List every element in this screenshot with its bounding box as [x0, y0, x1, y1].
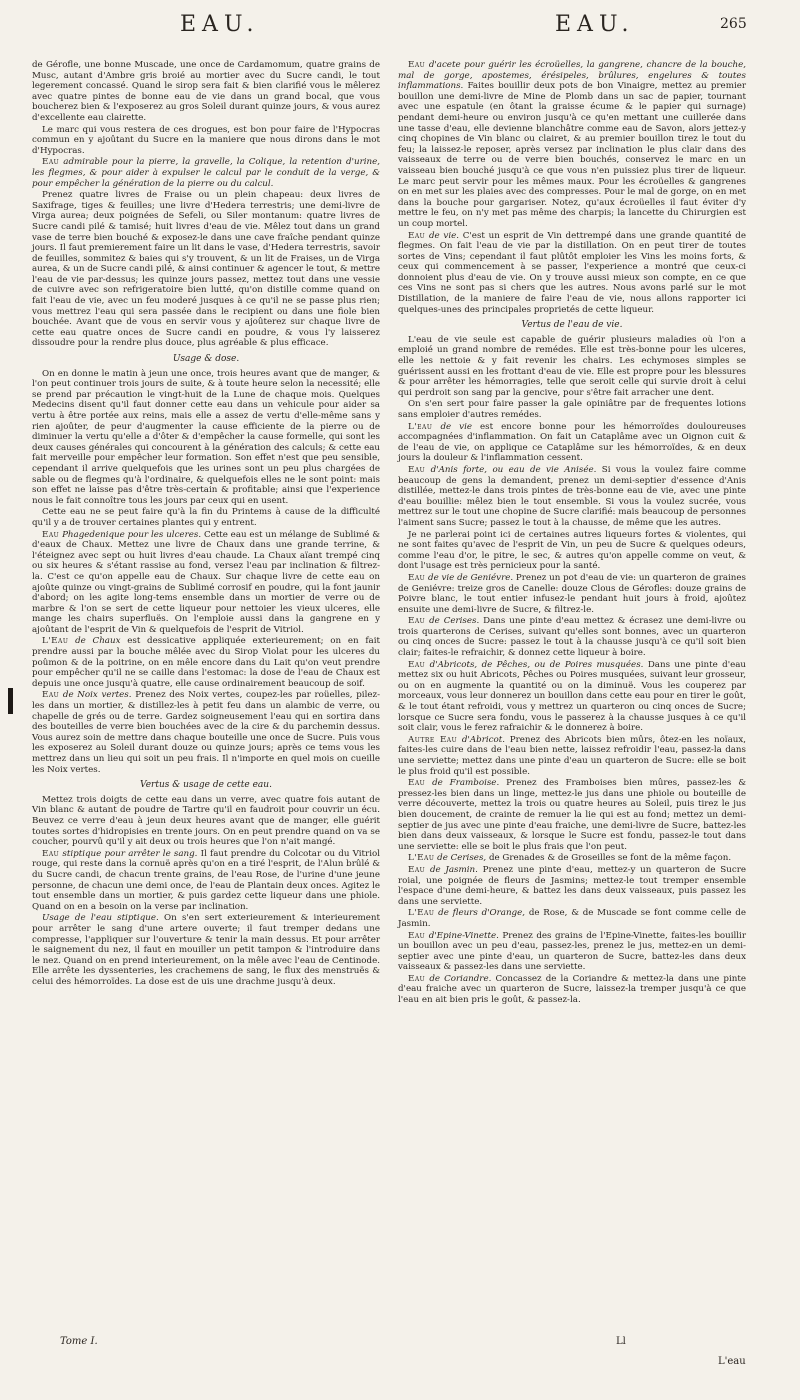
entry-paragraph: [398, 853, 746, 864]
entry-title: d'Epine-Vinette.: [428, 930, 499, 941]
body-paragraph: Cette eau ne se peut faire qu'à la fin du Printems à cause de la difficulté qu'il y a de trouver certaines plantes qui y entrent.: [32, 507, 380, 528]
page-number: 265: [720, 16, 747, 32]
entry-lead: L'Eau: [408, 908, 435, 919]
body-paragraph: Je ne parlerai point ici de certaines autres liqueurs fortes & violentes, qui ne sont faites qu'avec de l'esprit de Vin, un peu de Sucre & quelques odeurs, comme l'eau d'or, le pitre, le sec, & autres qu'on appelle comme on veut, & dont l'usage est très pernicieux pour la santé.: [398, 529, 746, 572]
entry-title: d'Abricots, de Pêches, ou de Poires musquées.: [429, 659, 644, 670]
body-paragraph: On s'en sert pour faire passer la gale opiniâtre par de frequentes lotions sans emploier d'autres remédes.: [398, 399, 746, 420]
entry-paragraph: [398, 778, 746, 852]
entry-paragraph: [398, 865, 746, 907]
entry-title: d'acete pour guérir les écroüelles, la gangrene, chancre de la bouche, mal de gorge, apostemes, érésipeles, brûlures, engelures & toutes inflammations.: [398, 60, 747, 92]
entry-paragraph: [32, 157, 380, 189]
entry-lead: L'Eau: [408, 853, 435, 864]
entry-text: de Rose, & de Muscade se font comme celle de Jasmin.: [398, 908, 746, 929]
entry-lead: Eau: [408, 778, 426, 789]
entry-lead: Eau: [408, 616, 426, 627]
entry-paragraph: [32, 913, 380, 987]
entry-text: est encore bonne pour les hémorroïdes douloureuses accompagnées d'inflammation. On fait un Cataplâme avec un Oignon cuit & de l'eau de vie, on applique ce Cataplâme sur les hémorroïdes, & en deux jours la douleur & l'inflammation cessent.: [398, 421, 746, 464]
entry-paragraph: [398, 231, 746, 316]
section-heading: Vertus de l'eau de vie.: [521, 320, 623, 331]
entry-paragraph: [398, 660, 746, 734]
entry-title: de Coriandre.: [429, 973, 492, 984]
entry-text: C'est un esprit de Vin dettrempé dans une grande quantité de flegmes. On fait l'eau de vie par la distillation. On en peut tirer de toutes sortes de Vins; cependant il faut plûtôt emploier les Vins les moins forts, & ceux qui commencement à se passer, l'experience a montré que ceux-ci donnoient plus d'eau de vie. On y trouve aussi mieux son compte, en ce que ces Vins ne sont pas si chers que les autres. Nous avons parlé sur le mot Distillation, de la maniere de faire l'eau de vie, nous allons rapporter ici quelques-unes des principales proprietés de cette liqueur.: [398, 230, 747, 315]
entry-text: Prenez des Abricots bien mûrs, ôtez-en les noïaux, faites-les cuire dans de l'eau bien nette, laissez refroidir l'eau, passez-la dans une serviette; mettez dans une pinte d'eau un quarteron de Sucre: elle se boit le plus froid qu'il est possible.: [398, 734, 747, 777]
entry-text: de Grenades & de Groseilles se font de la même façon.: [488, 853, 732, 864]
entry-title: de Cerises,: [437, 853, 487, 864]
section-heading: Vertus & usage de cette eau.: [140, 780, 272, 791]
entry-text: Dans une pinte d'eau mettez six ou huit Abricots, Pêches ou Poires musquées, suivant leur grosseur, ou on en augmente la quantité ou on la diminuë. Vous les couperez par morceaux, vous leur donnerez un bouillon dans cette eau pour en tirer le goût, & le tout étant refroidi, vous y mettrez un quarteron ou cinq onces de Sucre; lorsque ce Sucre sera fondu, vous le passerez à la chausse jusques à ce qu'il soit clair, vous le ferez rafraichir & le donnerez à boire.: [398, 659, 746, 734]
entry-text: Prenez des grains de l'Epine-Vinette, faites-les bouillir un bouillon avec un peu d'eau, passez-les, prenez le jus, mettez-en un demi-septier avec une pinte d'eau, un quarteron de Sucre, battez-les dans deux vaisseaux & passez-les dans une serviette.: [398, 930, 746, 973]
margin-ink-mark: [8, 688, 13, 714]
entry-lead: Eau: [42, 529, 60, 540]
entry-lead: L'eau: [408, 421, 433, 432]
entry-text: Concassez de la Coriandre & mettez-la dans une pinte d'eau fraiche avec un quarteron de Sucre, laissez-la tremper jusqu'à ce que l'eau en ait bien pris le goût, & passez-la.: [398, 973, 746, 1006]
section-heading: Usage & dose.: [172, 354, 240, 365]
body-paragraph: de Gérofle, une bonne Muscade, une once de Cardamomum, quatre grains de Musc, autant d'Ambre gris broié au mortier avec du Sucre candi, le tout legerement concassé. Quand le sirop sera fait & bien clarifié vous le mêlerez avec quatre pintes de bonne eau de vie dans un grand bocal, que vous boucherez bien & l'exposerez au gros Soleil durant quinze jours, & vous aurez d'excellente eau clairette.: [32, 60, 380, 123]
entry-lead: Eau: [408, 864, 426, 875]
entry-lead: Eau: [408, 930, 426, 941]
running-head-right: EAU.: [555, 12, 635, 37]
body-paragraph: On en donne le matin à jeun une once, trois heures avant que de manger, & l'on peut continuer trois jours de suite, & à toute heure selon la necessité; elle se prend par précaution le vingt-huit de la Lune de chaque mois. Quelques Medecins disent qu'il faut donner cette eau dans un vehicule pour aider sa vertu à être portée aux reins, mais elle a assez de vertu d'elle-même sans y rien ajoûter, de peur d'augmenter la cause efficiente de la pierre ou de diminuer la vertu qu'elle a d'ôter & d'empêcher la cause formelle, qui sont les deux causes générales qui concourent à la génération des calculs; & cette eau fait merveille pour empêcher leur formation. Son effet n'est que peu sensible, cependant il arrive quelquefois que les urines sont un peu plus chargées de sable ou de flegmes qu'à l'ordinaire, & quelquefois elles ne le sont point: mais son effet ne laisse pas d'être très-certain & profitable; ainsi que l'experience nous le fait connoître tous les jours par ceux qui en usent.: [32, 368, 380, 506]
entry-title: de vie.: [428, 230, 460, 241]
entry-title: Phagedenique pour les ulceres.: [62, 529, 202, 540]
entry-paragraph: [398, 908, 746, 929]
entry-lead: Eau: [42, 848, 60, 859]
body-paragraph: Le marc qui vous restera de ces drogues, est bon pour faire de l'Hypocras commun en y ajoûtant du Sucre en la maniere que nous dirons dans le mot d'Hypocras.: [32, 124, 380, 156]
volume-signature: Tome I.: [60, 1336, 98, 1347]
entry-title: de Framboise.: [432, 778, 500, 789]
entry-title: Usage de l'eau stiptique.: [42, 913, 159, 924]
entry-lead: Eau: [408, 230, 426, 241]
left-column: [32, 60, 380, 988]
entry-paragraph: [32, 636, 380, 689]
entry-paragraph: [398, 573, 746, 615]
body-paragraph: Prenez quatre livres de Fraise ou un plein chapeau: deux livres de Saxifrage, tiges & feuilles; une livre d'Hedera terrestris; une demi-livre de Virga aurea; deux poignées de Sefeli, ou Siler montanum: quatre livres de Sucre candi pilé & tamisé; huit livres d'eau de vie. Mêlez tout dans un grand vase de terre bien bouché & exposez-le dans une cave fraîche pendant quinze jours. Il faut premierement faire un lit dans le vase, d'Hedera terrestris, savoir de feuilles, sommitez & baies qui s'y trouvent, & un lit de Fraises, un de Virga aurea, & un de Sucre candi pilé, & ainsi continuer & agencer le tout, & mettre l'eau de vie par-dessus; les quinze jours passez, mettez tout dans une vessie de cuivre avec son refrigeratoire bien lutté, qu'on distille comme quand on fait l'eau de vie, avec un feu moderé jusques à ce qu'il ne se passe plus rien; vous mettrez l'eau qui sera passée dans le recipient ou dans une fiole bien bouchée. Avant que de vous en servir vous y ajoûterez sur chaque livre de cette eau quatre onces de Sucre candi en poudre, & vous l'y laisserez dissoudre pour la rendre plus douce, plus agréable & plus efficace.: [32, 190, 380, 349]
entry-text: On s'en sert exterieurement & interieurement pour arrêter le sang d'une artere ouverte; il faut tremper dedans une compresse, l'appliquer sur l'ouverture & tenir la main dessus. Et pour arrêter le saignement du nez, il faut en mouiller un petit tampon & l'introduire dans le nez. Quand on en prend interieurement, on la mêle avec l'eau de Centinode. Elle arrête les dyssenteries, les crachemens de sang, le flux des menstruës & celui des hémorroïdes. La dose est de uis une drachme jusqu'à deux.: [32, 913, 380, 987]
entry-title: de Noix vertes.: [62, 690, 132, 701]
entry-paragraph: [398, 60, 746, 230]
entry-text: Prenez des Noix vertes, coupez-les par roüelles, pilez-les dans un mortier, & distillez-les à petit feu dans un alambic de verre, ou chapelle de grés ou de terre. Gardez soigneusement l'eau qui en sortira dans des bouteilles de verre bien bouchées avec de la cire & du parchemin dessus. Vous aurez soin de mettre dans chaque bouteille une once de Sucre. Puis vous les exposerez au Soleil durant douze ou quinze jours; après ce tems vous les mettrez dans un lieu qui soit un peu frais. Il n'importe en quel mois on cueille les Noix vertes.: [32, 690, 381, 775]
entry-lead: Eau: [408, 572, 426, 583]
entry-text: Dans une pinte d'eau mettez & écrasez une demi-livre ou trois quarterons de Cerises, suivant qu'elles sont bonnes, avec un quarteron ou cinq onces de Sucre: passez le tout à la chausse jusqu'à ce qu'il soit bien clair; faites-le refraichir, & donnez cette liqueur à boire.: [398, 616, 746, 659]
entry-text: Prenez une pinte d'eau, mettez-y un quarteron de Sucre roial, une poignée de fleurs de Jasmins; mettez-le tout tremper ensemble l'espace d'une demi-heure, & battez les dans deux vaisseaux, puis passez les dans une serviette.: [398, 864, 746, 907]
entry-text: est dessicative appliquée exterieurement; on en fait prendre aussi par la bouche mêlée avec du Sirop Violat pour les ulceres du poûmon & de la poitrine, on en mêle encore dans du Lait qu'on veut prendre pour empêcher qu'il ne se caille dans l'estomac: la dose de l'eau de Chaux est depuis une once jusqu'à quatre, elle cause ordinairement beaucoup de soif.: [32, 636, 380, 689]
entry-title: de Chaux: [75, 636, 121, 647]
catchword: L'eau: [718, 1356, 746, 1367]
entry-lead: L'Eau: [42, 636, 69, 647]
entry-lead: Eau: [408, 464, 426, 475]
entry-lead: Eau: [408, 60, 426, 70]
entry-text: Il faut prendre du Colcotar ou du Vitriol rouge, qui reste dans la cornuë après qu'on en a tiré l'esprit, de l'Alun brûlé & du Sucre candi, de chacun trente grains, de l'eau Rose, de l'urine d'une jeune personne, de chacun une demi once, de l'eau de Plantain deux onces. Agitez le tout ensemble dans un mortier, & puis gardez cette liqueur dans une phiole. Quand on en a besoin on la verse par inclination.: [32, 848, 380, 912]
entry-paragraph: [398, 735, 746, 777]
entry-paragraph: [32, 849, 380, 913]
entry-paragraph: [398, 931, 746, 973]
entry-title: d'Abricot.: [461, 734, 505, 745]
entry-title: de Cerises.: [429, 616, 480, 627]
running-head-left: EAU.: [180, 12, 260, 37]
entry-lead: Autre Eau: [408, 734, 458, 745]
entry-text: Prenez des Framboises bien mûres, passez-les & pressez-les bien dans un linge, mettez-le jus dans une phiole ou bouteille de verre découverte, mettez la trois ou quatre heures au Soleil, puis tirez le jus bien doucement, de crainte de remuer la lie qui est au fond; mettez un demi-septier de jus avec une pinte d'eau fraiche, une demi-livre de Sucre, battez-les bien dans deux vaisseaux, & lorsque le Sucre est fondu, passez-le tout dans une serviette: elle se boit le plus frais que l'on peut.: [398, 778, 746, 852]
entry-text: Faites bouillir deux pots de bon Vinaigre, mettez au premier bouillon une demi-livre de Mine de Plomb dans un sac de papier, tournant avec une espatule (en ôtant la graisse écume & le papier qui surnage) pendant demi-heure ou environ jusqu'à ce qu'en mettant une cuillerée dans une tasse d'eau, elle devienne blanchâtre comme eau de Savon, alors jettez-y cinq chopines de Vin blanc ou clairet, & au premier bouillon tirez le tout du feu; la laissez-le reposer, après versez par inclination le plus clair dans des vaisseaux de terre ou de verre bien bouchés, conservez le marc en un vaisseau bien bouché jusqu'à ce que vous n'en puissiez plus tirer de liqueur. Le marc peut servir pour les mêmes maux. Pour les écroüelles & gangrenes on en met sur les plaies avec des compresses. Pour le mal de gorge, on en met dans la bouche pour gargariser. Notez, qu'aux écroüelles il faut éviter d'y mettre le feu, on n'y met pas même des charpis; la lancette du Chirurgien est un coup mortel.: [398, 81, 747, 229]
entry-title: admirable pour la pierre, la gravelle, la Colique, la retention d'urine, les flegmes, & pour aider à expulser le calcul par le conduit de la verge, & pour empêcher la génération de la pierre ou du calcul.: [32, 157, 380, 189]
body-paragraph: L'eau de vie seule est capable de guérir plusieurs maladies où l'on a emploié un grand nombre de remédes. Elle est très-bonne pour les ulceres, elle les nettoie & y fait revenir les chairs. Les echymoses simples se guérissent aussi en les frottant d'eau de vie. Elle est propre pour les blessures & pour arrêter les hémorragies, telle que seroit celle qui survie droit à celui qui perdroit son sang par la gencive, pour s'être fait arracher une dent.: [398, 334, 746, 398]
entry-text: Cette eau est un mélange de Sublimé & d'eaux de Chaux. Mettez une livre de Chaux dans une grande terrine, & l'éteignez avec sept ou huit livres d'eau chaude. La Chaux aïant trempé cinq ou six heures & s'étant rassise au fond, versez l'eau par inclination & filtrez-la. C'est ce qu'on appelle eau de Chaux. Sur chaque livre de cette eau on ajoûte quinze ou vingt-grains de Sublimé corrosif en poudre, qui la font jaunir d'abord; on les agite long-tems ensemble dans un mortier de verre ou de marbre & l'on se sert de cette liqueur pour nettoier les vieux ulceres, elle mange les chairs superfluës. On l'emploie aussi dans la gangrene en y ajoûtant de l'esprit de Vin & quelquefois de l'esprit de Vitriol.: [32, 529, 381, 635]
entry-lead: Eau: [408, 659, 426, 670]
entry-paragraph: [398, 422, 746, 464]
entry-title: d'Anis forte, ou eau de vie Anisée.: [430, 464, 597, 475]
entry-title: de vie de Geniévre.: [428, 572, 514, 583]
entry-lead: Eau: [42, 690, 60, 701]
entry-title: de fleurs d'Orange,: [438, 908, 526, 919]
entry-title: stiptique pour arrêter le sang.: [62, 848, 198, 859]
entry-title: de vie: [440, 421, 472, 432]
entry-paragraph: [32, 530, 380, 636]
entry-paragraph: [32, 690, 380, 775]
gathering-signature: Ll: [616, 1336, 626, 1347]
entry-paragraph: [398, 616, 746, 658]
entry-paragraph: [398, 465, 746, 529]
right-column: [398, 60, 746, 1007]
entry-text: Si vous la voulez faire comme beaucoup de gens la demandent, prenez un demi-septier d'essence d'Anis distillée, mettez-le dans trois pintes de très-bonne eau de vie, avec une pinte d'eau bouillie: mêlez bien le tout ensemble. Si vous la voulez sucrée, vous mettrez sur le tout une chopine de Sucre clarifié: mais beaucoup de personnes l'aiment sans Sucre; passez le tout à la chausse, de même que les autres.: [398, 464, 747, 528]
entry-paragraph: [398, 974, 746, 1006]
body-paragraph: Mettez trois doigts de cette eau dans un verre, avec quatre fois autant de Vin blanc & autant de poudre de Tartre qu'il en faudroit pour couvrir un écu. Beuvez ce verre d'eau à jeun deux heures avant que de manger, elle guérit toutes sortes d'hidropisies en trente jours. On en peut prendre quand on va se coucher, pourvû qu'il y ait deux ou trois heures que l'on n'ait mangé.: [32, 794, 380, 848]
entry-lead: Eau: [42, 157, 60, 168]
entry-title: de Jasmin.: [429, 864, 478, 875]
entry-text: Prenez un pot d'eau de vie: un quarteron de graines de Geniévre: treize gros de Canelle: douze Clous de Gérofles: douze grains de Poivre blanc, le tout entier infusez-le pendant huit jours à froid, ajoûtez ensuite une demi-livre de Sucre, & filtrez-le.: [398, 572, 747, 615]
entry-lead: Eau: [408, 973, 426, 984]
